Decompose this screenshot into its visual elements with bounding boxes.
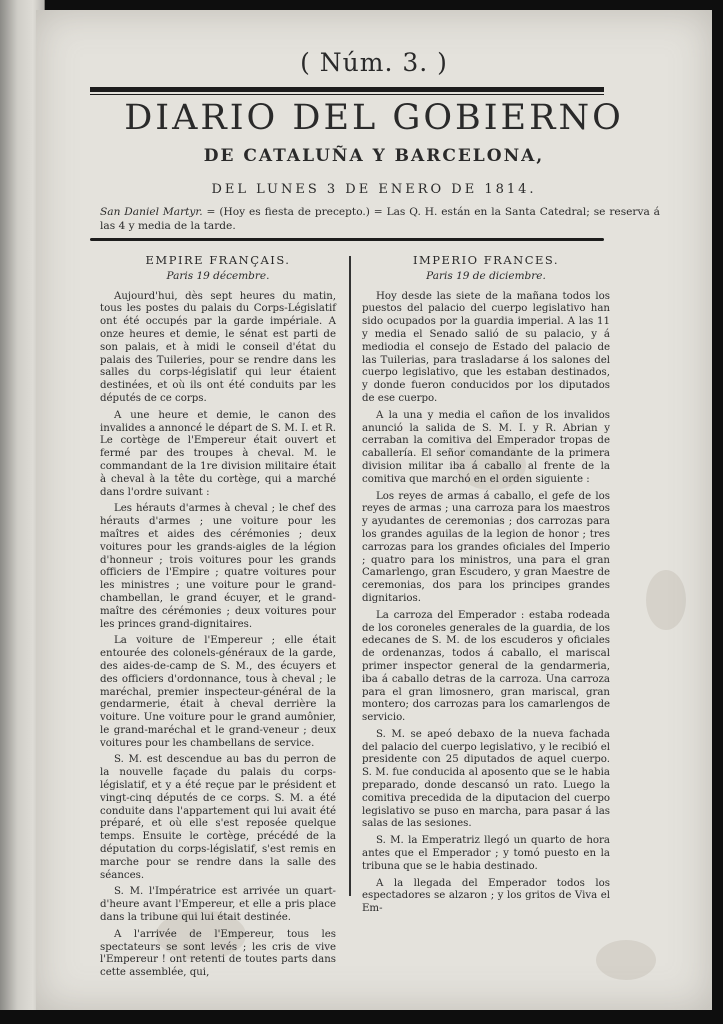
right-column [362, 254, 610, 920]
article-paragraph: S. M. l'Impératrice est arrivée un quart-d'heure avant l'Empereur, et elle a pris place dans la tribune qui lui était destinée. [100, 886, 336, 924]
left-column [100, 254, 336, 984]
paper-stain [646, 570, 686, 630]
left-column-heading: EMPIRE FRANÇAIS. [145, 253, 291, 267]
notice-text: = (Hoy es fiesta de precepto.) = Las Q. H. están en la Santa Catedral; se reserva á las 4 y media de la tarde. [100, 206, 660, 232]
left-column-dateline: Paris 19 décembre. [166, 269, 270, 282]
article-paragraph: A l'arrivée de l'Empereur, tous les spectateurs se sont levés ; les cris de vive l'Empereur ! ont retenti de toutes parts dans cette assemblée, qui, [100, 928, 336, 979]
article-paragraph: A une heure et demie, le canon des invalides a annoncé le départ de S. M. I. et R. Le cortège de l'Empereur était ouvert et fermé par des troupes à cheval. M. le commandant de la 1re division militaire était à cheval à la tête du cortège, qui a marché dans l'ordre suivant : [100, 409, 336, 498]
issue-date: DEL LUNES 3 DE ENERO DE 1814. [211, 182, 537, 197]
article-paragraph: La carroza del Emperador : estaba rodeada de los coroneles generales de la guardia, de los edecanes de S. M. de los escuderos y oficiales de ordenanzas, todos á caballo, el mariscal primer inspector general de la gendarmeria, iba á caballo detras de la carroza. Una carroza para el gran limosnero, gran mariscal, gran montero; dos carrozas para los camarlengos de servicio. [362, 609, 610, 724]
saint-of-day: San Daniel Martyr. [100, 206, 203, 218]
masthead-title: DIARIO DEL GOBIERNO [124, 98, 624, 138]
masthead-rule-top [90, 87, 604, 92]
section-rule [90, 238, 604, 241]
article-paragraph: Aujourd'hui, dès sept heures du matin, tous les postes du palais du Corps-Législatif ont été occupés par la garde impériale. A onze heures et demie, le sénat est parti de son palais, et à midi le conseil d'état du palais des Tuileries, pour se rendre dans les salles du corps-législatif qui leur étaient destinées, et où ils ont été conduits par les députés de ce corps. [100, 290, 336, 404]
masthead-subtitle: DE CATALUÑA Y BARCELONA, [203, 146, 545, 166]
article-paragraph: S. M. est descendue au bas du perron de la nouvelle façade du palais du corps-législatif, et y a été reçue par le président et vingt-cinq députés de ce corps. S. M. a été conduite dans l'appartement qui lui avait été préparé, et où elle s'est reposée quelque temps. Ensuite le cortège, précédé de la députation du corps-législatif, s'est remis en marche pour se rendre dans la salle des séances. [100, 754, 336, 881]
daily-notice [100, 205, 660, 233]
article-paragraph: Los reyes de armas á caballo, el gefe de los reyes de armas ; una carroza para los maestros y ayudantes de ceremonias ; dos carrozas para los grandes aguilas de la legion de honor ; tres carrozas para los grandes oficiales del Imperio ; quatro para los ministros, una para el gran Camarlengo, gran Escudero, y gran Maestre de ceremonias, dos para los principes grandes dignitarios. [362, 490, 610, 604]
article-paragraph: La voiture de l'Empereur ; elle était entourée des colonels-généraux de la garde, des aides-de-camp de S. M., des écuyers et des officiers d'ordonnance, tous à cheval ; le maréchal, premier inspecteur-général de la gendarmerie, était à cheval derrière la voiture. Une voiture pour le grand aumônier, le grand-maréchal et le grand-veneur ; deux voitures pour les chambellans de service. [100, 635, 336, 749]
article-paragraph: S. M. se apeó debaxo de la nueva fachada del palacio del cuerpo legislativo, y le recibió el presidente con 25 diputados de aquel cuerpo. S. M. fue conducida al aposento que se le habia preparado, donde descansó un rato. Luego la comitiva precedida de la diputacion del cuerpo legislativo se puso en marcha, para pasar á las salas de las sesiones. [362, 728, 610, 830]
newspaper-page [36, 10, 712, 1010]
masthead-rule-thin [90, 94, 604, 95]
column-divider [349, 256, 351, 896]
article-paragraph: Hoy desde las siete de la mañana todos los puestos del palacio del cuerpo legislativo han sido ocupados por la guardia imperial. A las 11 y media el Senado salió de su palacio, y á mediodia el consejo de Estado del palacio de las Tuilerias, para trasladarse á los salones del cuerpo legislativo, que les estaban destinados, y donde fueron conducidos por los diputados de ese cuerpo. [362, 290, 610, 404]
issue-number: ( Núm. 3. ) [300, 48, 448, 77]
right-column-heading: IMPERIO FRANCES. [412, 253, 560, 267]
article-paragraph: A la una y media el cañon de los invalidos anunció la salida de S. M. I. y R. Abrian y cerraban la comitiva del Emperador tropas de caballería. El señor comandante de la primera division militar iba á caballo al frente de la comitiva que marchó en el orden siguiente : [362, 409, 610, 485]
article-paragraph: A la llegada del Emperador todos los espectadores se alzaron ; y los gritos de Viva el Em- [362, 877, 610, 915]
paper-stain [596, 940, 656, 980]
article-paragraph: S. M. la Emperatriz llegó un quarto de hora antes que el Emperador ; y tomó puesto en la tribuna que se le habia destinado. [362, 835, 610, 872]
article-paragraph: Les hérauts d'armes à cheval ; le chef des hérauts d'armes ; une voiture pour les maîtres et aides des cérémonies ; deux voitures pour les grands-aigles de la légion d'honneur ; trois voitures pour les grands officiers de l'Empire ; quatre voitures pour les ministres ; une voiture pour le grand-chambellan, le grand écuyer, et le grand-maître des cérémonies ; deux voitures pour les princes grand-dignitaires. [100, 503, 336, 630]
right-column-dateline: Paris 19 de diciembre. [426, 269, 546, 282]
